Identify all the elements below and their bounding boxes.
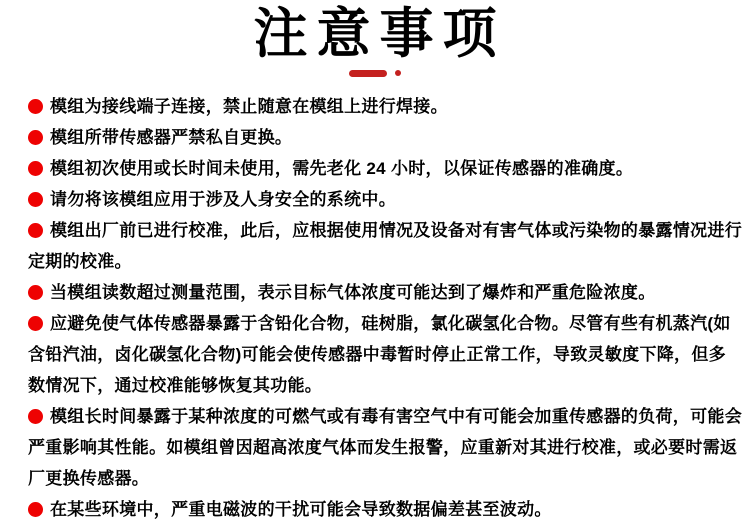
bullet-icon — [28, 316, 43, 331]
notice-line: 含铅汽油，卤化碳氢化合物)可能会使传感器中毒暂时停止正常工作，导致灵敏度下降，但多 — [28, 345, 726, 364]
title-underline-decoration — [0, 68, 750, 78]
notice-line: 应避免使气体传感器暴露于含铅化合物，硅树脂，氯化碳氢化合物。尽管有些有机蒸汽(如 — [50, 314, 731, 333]
notice-line: 厂更换传感器。 — [28, 469, 150, 488]
bullet-icon — [28, 409, 43, 424]
notice-line: 模组为接线端子连接，禁止随意在模组上进行焊接。 — [50, 97, 448, 116]
red-dot-icon — [395, 70, 401, 76]
bullet-icon — [28, 99, 43, 114]
notice-item — [28, 122, 738, 153]
notice-line: 数情况下，通过校准能够恢复其功能。 — [28, 376, 323, 395]
notice-line: 定期的校准。 — [28, 252, 132, 271]
bullet-icon — [28, 161, 43, 176]
notice-line: 严重影响其性能。如模组曾因超高浓度气体而发生报警，应重新对其进行校准，或必要时需返 — [28, 438, 738, 457]
notice-item — [28, 494, 738, 525]
notice-line: 在某些环境中，严重电磁波的干扰可能会导致数据偏差甚至波动。 — [50, 500, 552, 519]
notice-line: 模组长时间暴露于某种浓度的可燃气或有毒有害空气中有可能会加重传感器的负荷，可能会 — [50, 407, 742, 426]
notice-item — [28, 308, 738, 401]
notice-item — [28, 277, 738, 308]
notice-item — [28, 215, 742, 277]
notice-line: 模组所带传感器严禁私自更换。 — [50, 128, 293, 147]
bullet-icon — [28, 285, 43, 300]
bullet-icon — [28, 130, 43, 145]
notice-line: 请勿将该模组应用于涉及人身安全的系统中。 — [50, 190, 396, 209]
notice-item — [28, 91, 738, 122]
bullet-icon — [28, 502, 43, 517]
bullet-icon — [28, 192, 43, 207]
bullet-icon — [28, 223, 43, 238]
notice-line: 模组初次使用或长时间未使用，需先老化 24 小时，以保证传感器的准确度。 — [50, 159, 634, 178]
page-header — [0, 0, 750, 78]
notice-line: 当模组读数超过测量范围，表示目标气体浓度可能达到了爆炸和严重危险浓度。 — [50, 283, 656, 302]
notice-item — [28, 184, 738, 215]
notice-line: 模组出厂前已进行校准，此后，应根据使用情况及设备对有害气体或污染物的暴露情况进行 — [50, 221, 742, 240]
notice-list — [0, 91, 750, 525]
notice-item — [28, 401, 742, 494]
notice-item — [28, 153, 738, 184]
page-title: 注意事项 — [253, 4, 506, 64]
red-dash-icon — [349, 70, 387, 77]
